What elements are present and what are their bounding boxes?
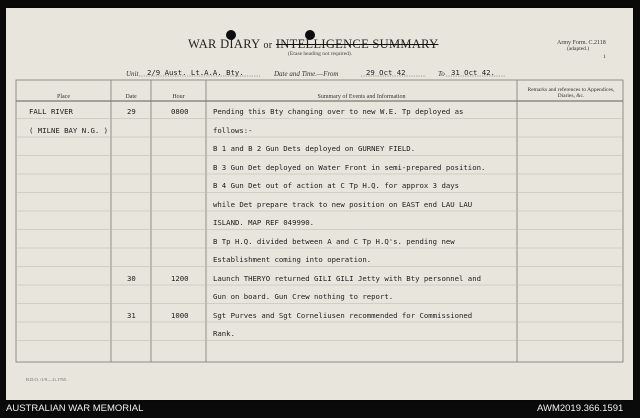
archive-caption: AUSTRALIAN WAR MEMORIAL: [6, 403, 144, 414]
title-or: or: [263, 40, 273, 51]
date-label: Date and Time.—From: [274, 70, 339, 78]
adapted-label: (adapted.): [567, 46, 590, 52]
entry-text: while Det prepare track to new position on EAST end LAU LAU: [213, 199, 473, 209]
entry-text: Launch THERYO returned GILI GILI Jetty with Bty personnel and: [213, 273, 481, 283]
date-to-label: To: [438, 70, 445, 78]
entry-text: Establishment coming into operation.: [213, 255, 372, 264]
print-footnote: B.D.O. /1/9.—G.1765.: [26, 377, 68, 382]
col-head-date: Date: [125, 94, 137, 100]
col-head-hour: Hour: [172, 94, 185, 100]
entry-text: Gun on board. Gun Crew nothing to report.: [213, 292, 394, 301]
entry-date: 31: [127, 310, 136, 320]
title-war-diary: WAR DIARY: [188, 37, 261, 51]
entry-text: B 1 and B 2 Gun Dets deployed on GURNEY FIELD.: [213, 144, 416, 153]
entry-hour: 1200: [171, 273, 189, 283]
entry-text: Pending this Bty changing over to new W.E. Tp deployed as: [213, 107, 464, 116]
diary-page: [6, 8, 633, 400]
entry-text: ISLAND. MAP REF 049990.: [213, 218, 315, 227]
col-head-remarks: Remarks and references to Appendices, Diaries, &c.: [527, 87, 615, 100]
entry-date: 30: [127, 273, 136, 283]
army-form-label: Army Form. C.2118: [557, 40, 606, 46]
title-struck-out: INTELLIGENCE SUMMARY: [275, 37, 439, 51]
col-head-summary: Summary of Events and Information: [317, 94, 406, 100]
date-to-value: 31 Oct 42.: [451, 68, 495, 77]
unit-value: 2/9 Aust. Lt.A.A. Bty.: [147, 68, 244, 77]
unit-label: Unit: [126, 70, 139, 78]
entry-place: ( MILNE BAY N.G. ): [29, 125, 109, 135]
entry-text: B 4 Gun Det out of action at C Tp H.Q. for approx 3 days: [213, 181, 460, 190]
entry-date: 29: [127, 107, 136, 116]
col-head-place: Place: [57, 94, 70, 100]
entry-text: B Tp H.Q. divided between A and C Tp H.Q's. pending new: [213, 236, 455, 246]
entry-hour: 1000: [171, 310, 189, 320]
entry-text: B 3 Gun Det deployed on Water Front in semi-prepared position.: [213, 162, 486, 172]
entry-text: Rank.: [213, 329, 235, 338]
erase-note: (Erase heading not required).: [288, 51, 353, 57]
entry-place: FALL RIVER: [29, 107, 73, 116]
entry-text: follows:-: [213, 125, 253, 135]
date-from-value: 29 Oct 42: [366, 68, 406, 77]
form-number: 1: [603, 54, 606, 60]
entry-text: Sgt Purves and Sgt Corneliusen recommended for Commissioned: [213, 310, 473, 320]
accession-number: AWM2019.366.1591: [537, 403, 624, 414]
entry-hour: 0800: [171, 107, 189, 116]
